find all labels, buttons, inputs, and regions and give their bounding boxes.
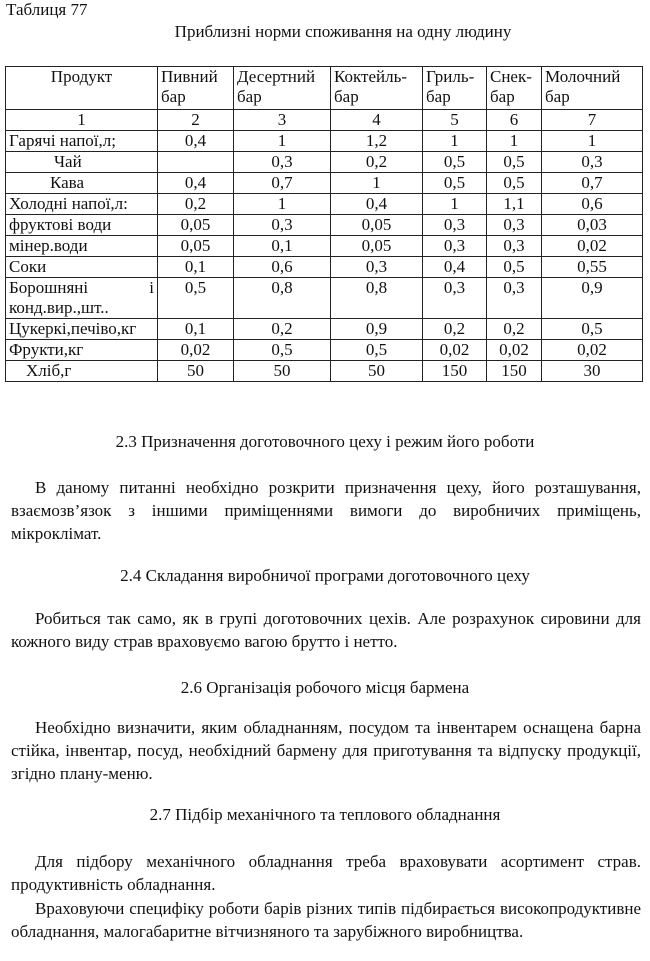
- section-paragraph: В даному питанні необхідно розкрити призначення цеху, його розташування, взаємозв’язок з іншими приміщеннями вимоги до виробничих приміщень, мікроклімат.: [11, 478, 641, 543]
- section-paragraph: Робиться так само, як в групі доготовочних цехів. Але розрахунок сировини для кожного виду страв враховуємо вагою брутто і нетто.: [11, 609, 641, 651]
- table-row: [6, 340, 643, 361]
- header-cocktail-bar: Коктейль-бар: [331, 67, 423, 110]
- value-cell: 0,3: [423, 215, 487, 236]
- column-number-row: [6, 110, 643, 131]
- value-cell: 0,7: [234, 173, 331, 194]
- value-cell: 50: [234, 361, 331, 382]
- value-cell: 0,3: [234, 215, 331, 236]
- table-caption: Приблизні норми споживання на одну людину: [174, 22, 512, 41]
- value-cell: 0,3: [487, 236, 542, 257]
- column-number: 3: [234, 110, 331, 131]
- value-cell: 0,5: [423, 152, 487, 173]
- product-cell: Гарячі напої,л;: [6, 131, 158, 152]
- column-number: 1: [6, 110, 158, 131]
- value-cell: 0,2: [487, 319, 542, 340]
- value-cell: 0,4: [158, 131, 234, 152]
- value-cell: 1: [331, 173, 423, 194]
- section-title-2-6: 2.6 Організація робочого місця бармена: [180, 678, 470, 697]
- value-cell: 0,1: [234, 236, 331, 257]
- value-cell: 1: [423, 131, 487, 152]
- value-cell: 0,5: [234, 340, 331, 361]
- section-paragraph: Необхідно визначити, яким обладнанням, посудом та інвентарем оснащена барна стійка, інвентар, посуд, необхідний бармену для приготування та відпуску продукції, згідно плану-меню.: [11, 718, 641, 783]
- value-cell: 0,7: [542, 173, 643, 194]
- product-cell: Соки: [6, 257, 158, 278]
- table-row: [6, 215, 643, 236]
- value-cell: 1: [487, 131, 542, 152]
- value-cell: 0,2: [158, 194, 234, 215]
- product-cell: [6, 278, 158, 319]
- value-cell: 0,3: [542, 152, 643, 173]
- value-cell: 0,3: [487, 278, 542, 319]
- value-cell: 0,55: [542, 257, 643, 278]
- product-cell: Холодні напої,л:: [6, 194, 158, 215]
- header-beer-bar: Пивний бар: [158, 67, 234, 110]
- value-cell: 0,6: [542, 194, 643, 215]
- value-cell: 0,5: [331, 340, 423, 361]
- table-number-label: Таблиця 77: [6, 0, 88, 19]
- value-cell: 0,3: [423, 278, 487, 319]
- value-cell: 1: [542, 131, 643, 152]
- value-cell: 0,02: [423, 340, 487, 361]
- product-line-1: [9, 278, 154, 298]
- value-cell: 0,2: [331, 152, 423, 173]
- value-cell: 50: [331, 361, 423, 382]
- table-row: [6, 173, 643, 194]
- value-cell: 0,9: [542, 278, 643, 319]
- section-title-2-4: 2.4 Складання виробничої програми доготовочного цеху: [120, 566, 530, 585]
- value-cell: 0,4: [158, 173, 234, 194]
- table-row: [6, 278, 643, 319]
- column-number: 6: [487, 110, 542, 131]
- value-cell: 0,4: [423, 257, 487, 278]
- value-cell: 0,03: [542, 215, 643, 236]
- value-cell: 0,5: [423, 173, 487, 194]
- table-row: [6, 194, 643, 215]
- product-cell: Фрукти,кг: [6, 340, 158, 361]
- table-row: [6, 131, 643, 152]
- value-cell: 0,4: [331, 194, 423, 215]
- product-cell: Кава: [6, 173, 158, 194]
- table-row: [6, 236, 643, 257]
- consumption-norms-table: [5, 66, 643, 382]
- header-dessert-bar: Десертний бар: [234, 67, 331, 110]
- value-cell: 150: [423, 361, 487, 382]
- section-title-2-7: 2.7 Підбір механічного та теплового обладнання: [149, 805, 501, 824]
- value-cell: 0,5: [487, 152, 542, 173]
- header-snack-bar: Снек-бар: [487, 67, 542, 110]
- value-cell: 0,05: [331, 215, 423, 236]
- value-cell: 0,3: [487, 215, 542, 236]
- value-cell: 1,1: [487, 194, 542, 215]
- value-cell: 1: [423, 194, 487, 215]
- value-cell: 150: [487, 361, 542, 382]
- product-cell: мінер.води: [6, 236, 158, 257]
- section-paragraph: Враховуючи специфіку роботи барів різних типів підбирається високопродуктивне обладнання, малогабаритне вітчизняного та зарубіжного виробництва.: [11, 899, 641, 941]
- table-row: [6, 361, 643, 382]
- value-cell: 0,2: [423, 319, 487, 340]
- table-row: [6, 319, 643, 340]
- value-cell: 0,3: [234, 152, 331, 173]
- value-cell: 0,5: [158, 278, 234, 319]
- table-header-row: [6, 67, 643, 110]
- value-cell: 0,8: [331, 278, 423, 319]
- value-cell: 1: [234, 194, 331, 215]
- product-cell: Цукеркі,печіво,кг: [6, 319, 158, 340]
- product-text: і: [149, 278, 154, 297]
- value-cell: 50: [158, 361, 234, 382]
- header-product: Продукт: [6, 67, 158, 110]
- value-cell: 0,05: [331, 236, 423, 257]
- product-text: Борошняні: [9, 278, 89, 297]
- value-cell: 0,3: [331, 257, 423, 278]
- section-paragraph: Для підбору механічного обладнання треба враховувати асортимент страв. продуктивність обладнання.: [11, 852, 641, 894]
- section-title-2-3: 2.3 Призначення доготовочного цеху і режим його роботи: [115, 432, 535, 451]
- value-cell: 0,9: [331, 319, 423, 340]
- value-cell: 0,5: [487, 173, 542, 194]
- value-cell: 0,02: [487, 340, 542, 361]
- value-cell: 0,1: [158, 257, 234, 278]
- product-cell: Чай: [6, 152, 158, 173]
- column-number: 4: [331, 110, 423, 131]
- table-row: [6, 152, 643, 173]
- value-cell: 0,6: [234, 257, 331, 278]
- value-cell: 1: [234, 131, 331, 152]
- value-cell: 0,02: [542, 236, 643, 257]
- column-number: 2: [158, 110, 234, 131]
- header-milk-bar: Молочний бар: [542, 67, 643, 110]
- table-row: [6, 257, 643, 278]
- product-cell: Хліб,г: [6, 361, 158, 382]
- value-cell: 0,02: [158, 340, 234, 361]
- column-number: 5: [423, 110, 487, 131]
- value-cell: 0,3: [423, 236, 487, 257]
- value-cell: 0,05: [158, 236, 234, 257]
- value-cell: 0,5: [487, 257, 542, 278]
- value-cell: 30: [542, 361, 643, 382]
- value-cell: 0,8: [234, 278, 331, 319]
- value-cell: 0,05: [158, 215, 234, 236]
- product-line-2: конд.вир.,шт..: [9, 298, 109, 317]
- value-cell: 0,2: [234, 319, 331, 340]
- value-cell: 0,1: [158, 319, 234, 340]
- value-cell: [158, 152, 234, 173]
- value-cell: 1,2: [331, 131, 423, 152]
- value-cell: 0,02: [542, 340, 643, 361]
- column-number: 7: [542, 110, 643, 131]
- header-grill-bar: Гриль-бар: [423, 67, 487, 110]
- product-cell: фруктові води: [6, 215, 158, 236]
- value-cell: 0,5: [542, 319, 643, 340]
